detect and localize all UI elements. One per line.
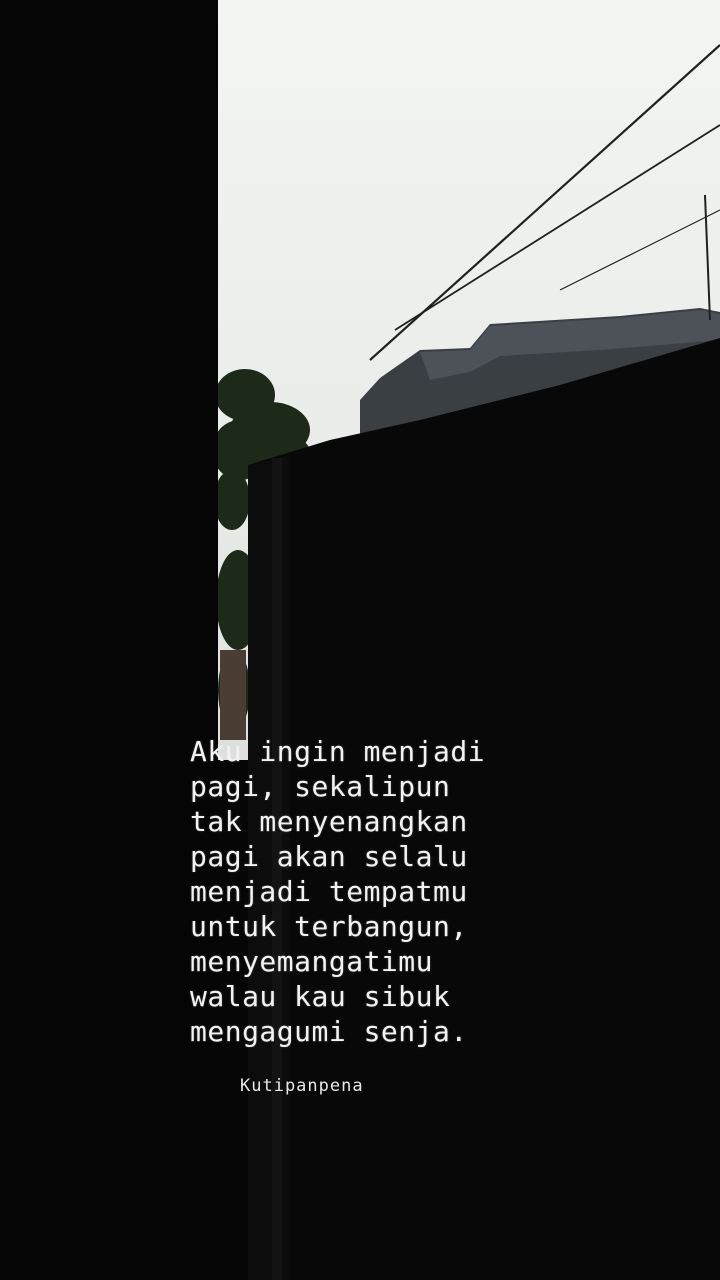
quote-line-4: pagi akan selalu [190, 840, 468, 873]
quote-attribution: Kutipanpena [240, 1076, 364, 1096]
quote-line-2: pagi, sekalipun [190, 770, 451, 803]
quote-line-8: walau kau sibuk [190, 980, 451, 1013]
ground-glimpse [220, 650, 246, 740]
quote-line-6: untuk terbangun, [190, 910, 468, 943]
quote-line-9: mengagumi senja. [190, 1015, 468, 1048]
left-wall [0, 0, 218, 1280]
quote-line-5: menjadi tempatmu [190, 875, 468, 908]
quote-line-7: menyemangatimu [190, 945, 434, 978]
quote-line-1: Aku ingin menjadi [190, 735, 486, 768]
quote-line-3: tak menyenangkan [190, 805, 468, 838]
quote-text-block [190, 734, 610, 1049]
